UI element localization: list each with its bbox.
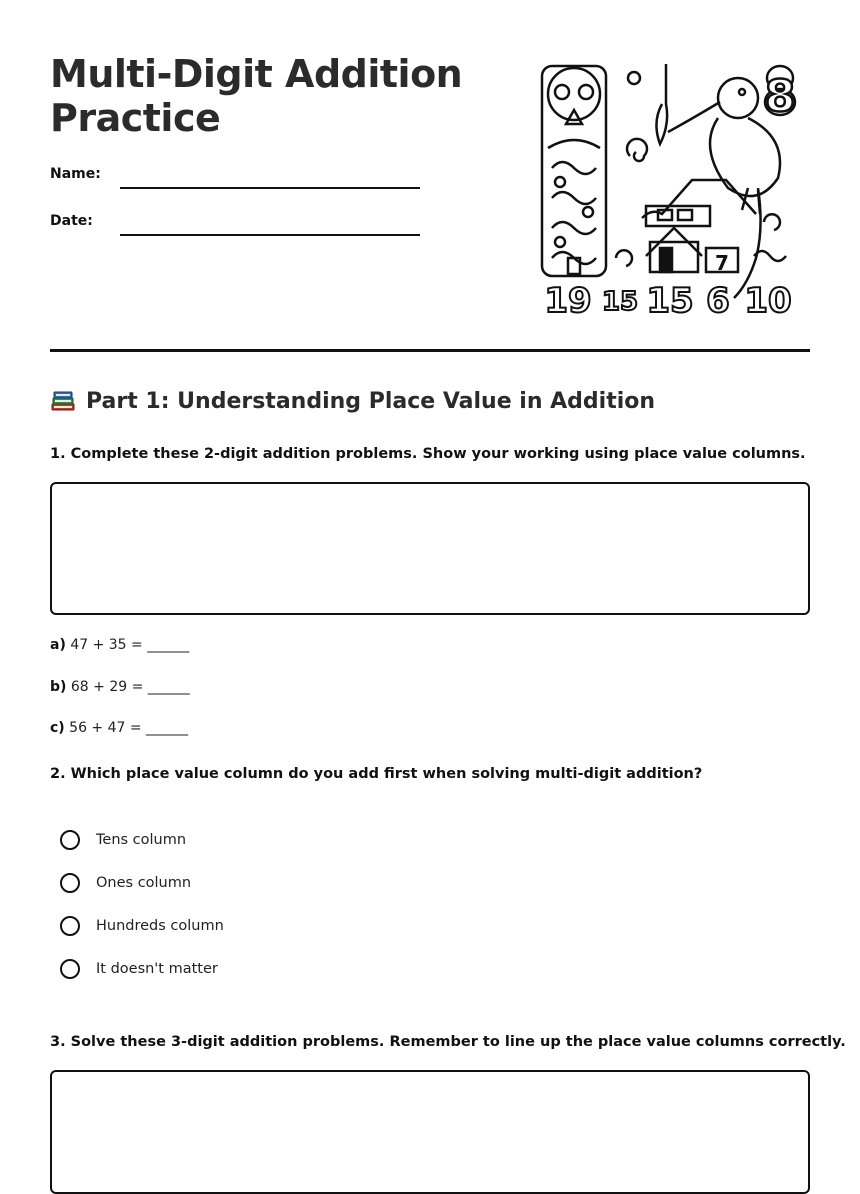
question-3: 3. Solve these 3-digit addition problems. Remember to line up the place value columns correctly.: [50, 1034, 846, 1050]
section-divider: [50, 349, 810, 352]
q2-option-ones[interactable]: [60, 873, 191, 893]
answer-box-1[interactable]: [50, 482, 810, 615]
question-2: 2. Which place value column do you add first when solving multi-digit addition?: [50, 766, 703, 782]
radio-button[interactable]: [60, 830, 80, 850]
answer-box-3[interactable]: [50, 1070, 810, 1194]
maori-art-illustration: [538, 58, 800, 320]
date-field[interactable]: [120, 234, 420, 236]
q1-item-a: [50, 637, 189, 653]
question-1: 1. Complete these 2-digit addition problems. Show your working using place value columns.: [50, 446, 806, 462]
part1-heading: [50, 388, 655, 414]
house-number: 7: [715, 251, 729, 275]
date-label: Date:: [50, 213, 93, 229]
name-field[interactable]: [120, 187, 420, 189]
q1-item-b-letter: b): [50, 679, 67, 695]
art-number-top: 8: [764, 71, 796, 122]
q1-item-c: [50, 720, 188, 736]
title-line-1: Multi-Digit Addition: [50, 52, 463, 96]
name-label: Name:: [50, 166, 101, 182]
q1-item-b-expr: 68 + 29 = ______: [70, 679, 190, 695]
q1-item-a-expr: 47 + 35 = ______: [70, 637, 190, 653]
q1-item-a-letter: a): [50, 637, 66, 653]
radio-button[interactable]: [60, 959, 80, 979]
radio-button[interactable]: [60, 916, 80, 936]
art-number-4: 6: [706, 281, 730, 320]
totem-pole: [542, 66, 606, 276]
worksheet-title: [50, 52, 462, 140]
q1-item-c-letter: c): [50, 720, 65, 736]
bird: [718, 78, 758, 118]
radio-button[interactable]: [60, 873, 80, 893]
q1-item-c-expr: 56 + 47 = ______: [69, 720, 189, 736]
q1-item-b: [50, 679, 190, 695]
q2-option-label: Ones column: [96, 875, 192, 891]
art-number-2: 15: [601, 287, 639, 317]
title-line-2: Practice: [50, 96, 221, 140]
q2-option-tens[interactable]: [60, 830, 186, 850]
part1-heading-text: Part 1: Understanding Place Value in Addition: [86, 388, 656, 414]
q2-option-label: Hundreds column: [96, 918, 224, 934]
q2-option-doesnt-matter[interactable]: [60, 959, 218, 979]
q2-option-hundreds[interactable]: [60, 916, 224, 936]
q2-option-label: It doesn't matter: [96, 961, 218, 977]
art-number-1: 19: [544, 281, 592, 320]
art-number-3: 15: [646, 281, 694, 320]
art-number-5: 10: [744, 281, 792, 320]
books-icon: [50, 388, 76, 414]
q2-option-label: Tens column: [96, 832, 187, 848]
